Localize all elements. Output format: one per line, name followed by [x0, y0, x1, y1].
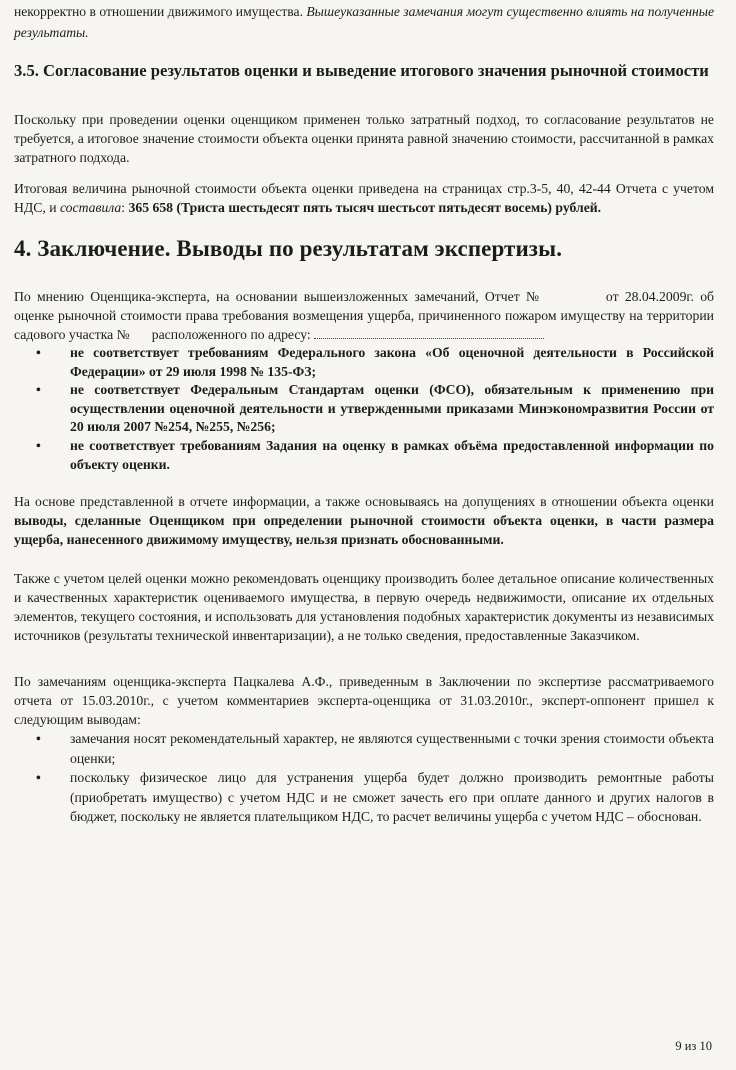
address-blank [314, 328, 544, 339]
bullet-icon: • [36, 345, 41, 360]
intro-paragraph [14, 0, 714, 43]
bullet-icon: • [36, 770, 41, 786]
section-3-5-paragraph-1: Поскольку при проведении оценки оценщиком применен только затратный подход, то согласование результатов не требуется, а итоговое значение стоимости объекта оценки принята равной значению стоимости, рассчитанной в рамках затратного подхода. [14, 112, 714, 165]
section-3-5-heading: 3.5. Согласование результатов оценки и выведение итогового значения рыночной стоимости [14, 61, 709, 80]
list-item-text: поскольку физическое лицо для устранения ущерба будет должно производить ремонтные работы (приобретать имущество) с учетом НДС и не сможет зачесть его при оплате данного и других налогов в бюджет, поскольку не является плательщиком НДС, то расчет величины ущерба с учетом НДС – обоснован. [70, 770, 714, 825]
list-item [36, 768, 714, 827]
conclusion-text-b: от 28.04.2009г. об оценке рыночной стоимости права требования возмещения ущерба, причиненного пожаром имуществу на территории садового участка № [14, 289, 714, 342]
conclusion-text-a: По мнению Оценщика-эксперта, на основании вышеизложенных замечаний, Отчет № [14, 289, 542, 304]
final-value-text: Итоговая величина рыночной стоимости объекта оценки приведена на страницах стр.3-5, 40, 42-44 Отчета с учетом НДС, и [14, 181, 714, 215]
intro-italic-text: Вышеуказанные замечания могут существенно влиять на полученные результаты. [14, 4, 714, 40]
conclusion-text-c: расположенного по адресу: [151, 327, 311, 342]
final-value-verb: составила [59, 200, 122, 215]
final-value-colon: : [121, 200, 129, 215]
list-item [36, 437, 714, 474]
list-item-text: не соответствует требованиям Задания на оценку в рамках объёма предоставленной информации по объекту оценки. [70, 437, 714, 472]
findings-text: На основе представленной в отчете информации, а также основываясь на допущениях в отношении объекта оценки [14, 494, 714, 510]
list-item-text: не соответствует Федеральным Стандартам оценки (ФСО), обязательным к применению при осуществлении оценочной деятельности и утвержденными приказами Минэкономразвития России от 20 июля 2007 №254, №255, №256; [70, 382, 714, 435]
list-item [36, 729, 714, 768]
nonconformity-list [14, 344, 714, 474]
bullet-icon: • [36, 731, 41, 747]
section-3-5-paragraph-2 [14, 179, 714, 217]
opponent-conclusions-list [14, 729, 714, 827]
findings-bold-text: выводы, сделанные Оценщиком при определении рыночной стоимости объекта оценки, в части размера ущерба, нанесенного движимому имуществу, нельзя признать обоснованными. [14, 513, 714, 548]
findings-paragraph [14, 492, 714, 549]
opponent-paragraph: По замечаниям оценщика-эксперта Пацкалева А.Ф., приведенным в Заключении по экспертизе рассматриваемого отчета от 15.03.2010г., с учетом комментариев эксперта-оценщика от 31.03.2010г., эксперт-оппонент пришел к следующим выводам: [14, 674, 714, 728]
section-4-heading: 4. Заключение. Выводы по результатам экспертизы. [14, 236, 563, 261]
final-value-amount: 365 658 (Триста шестьдесят пять тысяч шестьсот пятьдесят восемь) рублей. [128, 200, 602, 215]
list-item-text: замечания носят рекомендательный характер, не являются существенными с точки зрения стоимости объекта оценки; [70, 731, 714, 766]
conclusion-paragraph [14, 287, 714, 344]
list-item-text: не соответствует требованиям Федерального закона «Об оценочной деятельности в Российской Федерации» от 29 июля 1998 № 135-ФЗ; [70, 345, 714, 379]
intro-text: некорректно в отношении движимого имущества. [14, 4, 307, 19]
recommendation-paragraph: Также с учетом целей оценки можно рекомендовать оценщику производить более детальное описание количественных и качественных характеристик оцениваемого имущества, в первую очередь недвижимости, описание их отдельных элементов, текущего состояния, и использовать для установления подобных характеристик документы из независимых источников (результаты технической инвентаризации), а не только сведения, предоставленные Заказчиком. [14, 571, 714, 644]
page-number: 9 из 10 [675, 1039, 712, 1053]
bullet-icon: • [36, 437, 41, 453]
list-item [36, 344, 714, 381]
bullet-icon: • [36, 382, 41, 398]
list-item [36, 381, 714, 437]
